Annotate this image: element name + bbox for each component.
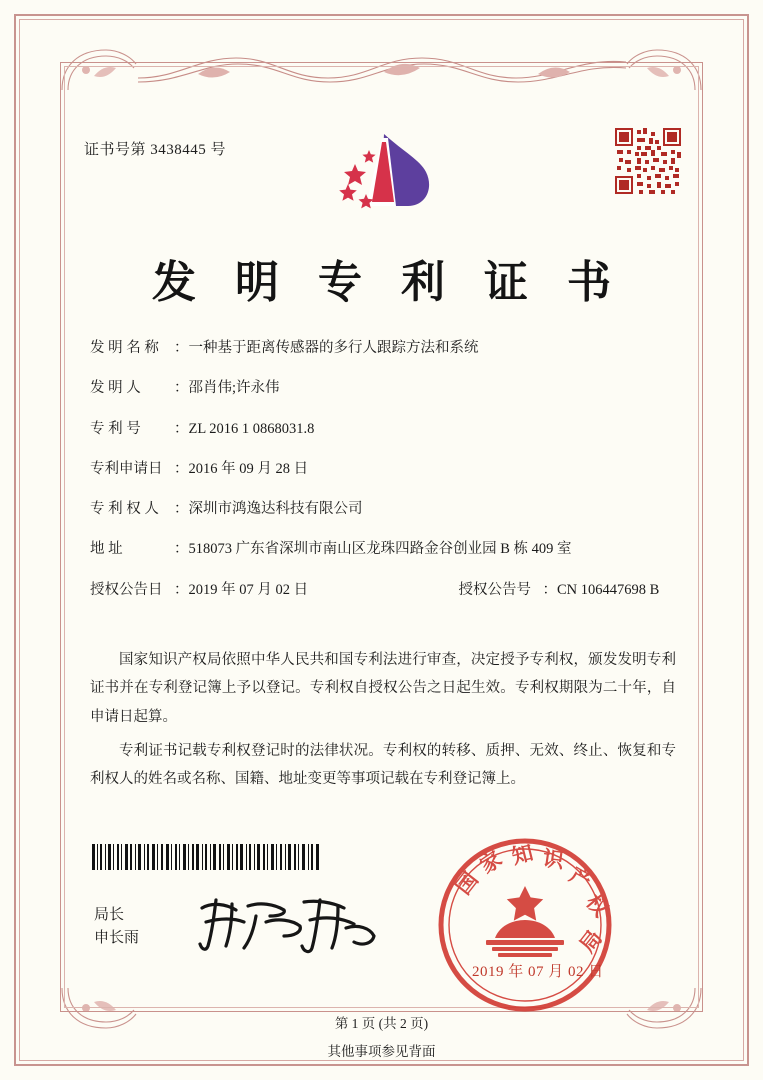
field-colon: ：: [174, 541, 189, 558]
field-colon: ：: [174, 460, 189, 477]
page-title: 发 明 专 利 证 书: [152, 258, 625, 307]
field-label: 发 明 人: [90, 380, 141, 397]
field-label: 专 利 号: [90, 420, 141, 437]
fields-list: [90, 338, 676, 620]
field-value: 深圳市鸿逸达科技有限公司: [188, 501, 363, 517]
svg-text:知: 知: [509, 840, 536, 869]
field-colon: ：: [174, 420, 189, 437]
field-colon: ：: [174, 581, 189, 598]
certificate-number: 证书号第 3438445 号: [84, 142, 227, 158]
signature-name: 申长雨: [94, 929, 140, 946]
field-value: 一种基于距离传感器的多行人跟踪方法和系统: [188, 340, 479, 356]
svg-text:权: 权: [581, 889, 614, 922]
handwritten-signature: [186, 888, 386, 958]
field-colon: ：: [174, 501, 189, 517]
back-note: 其他事项参见背面: [327, 1044, 436, 1059]
field-value-grant-number: CN 106447698 B: [557, 581, 660, 598]
field-row-inventor: [90, 378, 676, 400]
field-label: 专 利 权 人: [90, 501, 159, 517]
field-value: 邵肖伟;许永伟: [188, 380, 280, 397]
field-row-address: [90, 539, 676, 561]
svg-text:产: 产: [565, 862, 596, 894]
patent-office-logo: [322, 128, 442, 218]
signature-title: 局长: [94, 907, 125, 923]
legal-paragraph-1: 国家知识产权局依照中华人民共和国专利法进行审查，决定授予专利权，颁发发明专利证书并在专利登记簿上予以登记。专利权自授权公告之日起生效。专利权期限为二十年，自申请日起算。: [90, 652, 676, 725]
field-value: 518073 广东省深圳市南山区龙珠四路金谷创业园 B 栋 409 室: [188, 541, 572, 558]
svg-text:家: 家: [475, 846, 507, 879]
field-colon: ：: [174, 380, 189, 397]
legal-paragraph-2: 专利证书记载专利权登记时的法律状况。专利权的转移、质押、无效、终止、恢复和专利权人的姓名或名称、国籍、地址变更等事项记载在专利登记簿上。: [90, 742, 676, 788]
field-value: ZL 2016 1 0868031.8: [188, 420, 315, 437]
barcode-icon: [92, 844, 320, 870]
field-row-patentee: [90, 499, 676, 521]
field-row-application-date: [90, 459, 676, 481]
field-value: 2016 年 09 月 28 日: [188, 460, 309, 477]
signature-block: [94, 904, 139, 949]
svg-text:国: 国: [451, 867, 483, 900]
field-label-grant-number: 授权公告号: [458, 581, 531, 598]
field-row-patent-number: [90, 419, 676, 441]
legal-text: [90, 646, 676, 799]
field-row-grant-publication: [90, 580, 676, 602]
svg-text:局: 局: [575, 925, 607, 958]
field-value-grant-date: 2019 年 07 月 02 日: [188, 581, 309, 598]
field-colon: ：: [174, 340, 189, 356]
field-label: 专利申请日: [90, 460, 163, 477]
field-label: 发 明 名 称: [90, 340, 159, 356]
page-number: 第 1 页 (共 2 页): [334, 1016, 429, 1031]
official-seal: [434, 834, 616, 1016]
svg-text:识: 识: [541, 846, 566, 873]
field-label: 地 址: [90, 541, 123, 558]
qr-code-icon: [615, 128, 681, 194]
field-row-invention-name: [90, 338, 676, 360]
certificate-content: [64, 66, 699, 1031]
field-colon: ：: [542, 581, 557, 598]
field-label-grant-date: 授权公告日: [90, 581, 163, 598]
seal-date: 2019 年 07 月 02 日: [472, 964, 604, 980]
